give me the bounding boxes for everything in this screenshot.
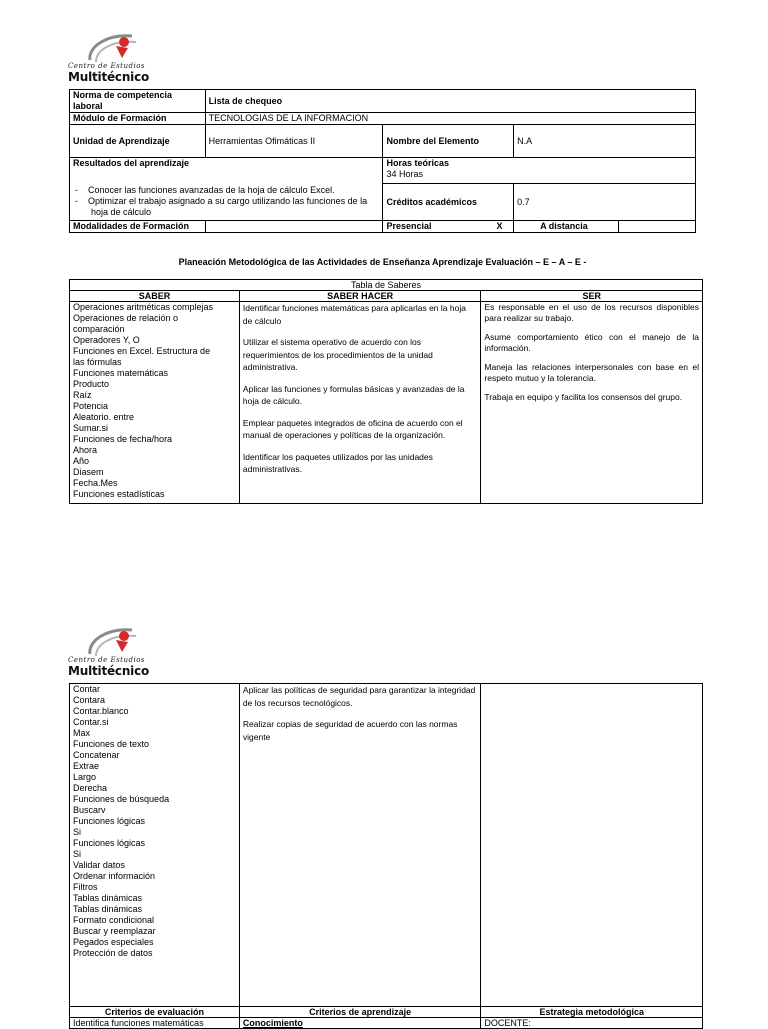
norma-value: Lista de chequeo xyxy=(205,90,695,113)
list-item: Aplicar las funciones y formulas básicas y avanzadas de la hoja de cálculo. xyxy=(242,383,465,406)
list-item: Operaciones de relación o xyxy=(73,313,179,323)
col-criterios-evaluacion: Criterios de evaluación xyxy=(70,1007,240,1018)
list-item: Funciones en Excel. Estructura de xyxy=(73,346,211,356)
list-item: Concatenar xyxy=(73,750,120,760)
list-item: Producto xyxy=(73,379,110,389)
list-item: Utilizar el sistema operativo de acuerdo con los requerimientos de los procedimientos de la unidad administrativa. xyxy=(242,337,433,372)
list-item: las fórmulas xyxy=(73,357,122,367)
col-saber-hacer: SABER HACER xyxy=(239,291,481,302)
list-item: Funciones de fecha/hora xyxy=(73,434,173,444)
logo-subtitle: Centro de Estudios xyxy=(68,656,146,664)
list-item: Funciones de búsqueda xyxy=(73,794,170,804)
section-title: Planeación Metodológica de las Actividades de Enseñanza Aprendizaje Evaluación – E – A – E - xyxy=(178,257,587,267)
list-item: Aplicar las políticas de seguridad para garantizar la integridad de los recursos tecnológicos. xyxy=(242,685,476,708)
logo-name: Multitécnico xyxy=(68,70,150,84)
elemento-label: Nombre del Elemento xyxy=(383,125,514,158)
list-item: Filtros xyxy=(73,882,98,892)
list-item: Buscarv xyxy=(73,805,106,815)
ser-list xyxy=(481,302,703,504)
list-item: Formato condicional xyxy=(73,915,155,925)
list-item: Raíz xyxy=(73,390,92,400)
resultado-item: - Optimizar el trabajo asignado a su cargo utilizando las funciones de la hoja de cálculo xyxy=(75,196,368,218)
horas-cell xyxy=(383,158,696,184)
saberes-table xyxy=(69,279,703,504)
distancia-empty xyxy=(618,221,695,233)
list-item: Año xyxy=(73,456,90,466)
list-item: comparación xyxy=(73,324,125,334)
list-item: Es responsable en el uso de los recursos disponibles para realizar su trabajo. xyxy=(484,302,699,323)
list-item: Diasem xyxy=(73,467,104,477)
list-item: Maneja las relaciones interpersonales con base en el respeto mutuo y la tolerancia. xyxy=(484,362,699,383)
list-item: Funciones estadísticas xyxy=(73,489,165,499)
modulo-value: TECNOLOGIAS DE LA INFORMACION xyxy=(205,113,695,125)
list-item: Tablas dinámicas xyxy=(73,904,143,914)
list-item: Tablas dinámicas xyxy=(73,893,143,903)
criterio-aprendizaje-cell: Conocimiento xyxy=(239,1018,481,1029)
list-item: Potencia xyxy=(73,401,109,411)
distancia-cell xyxy=(514,221,619,233)
resultados-list xyxy=(70,184,383,221)
list-item: Operadores Y, O xyxy=(73,335,140,345)
saber-hacer-list xyxy=(239,302,481,504)
list-item: Derecha xyxy=(73,783,108,793)
list-item: Ahora xyxy=(73,445,98,455)
list-item: Identificar funciones matemáticas para aplicarlas en la hoja de cálculo xyxy=(242,303,466,326)
list-item: Ordenar información xyxy=(73,871,156,881)
logo-swoosh-icon xyxy=(86,626,146,658)
creditos-label: Créditos académicos xyxy=(383,184,514,221)
presencial-mark: X xyxy=(496,221,503,231)
criterio-evaluacion-cell: Identifica funciones matemáticas xyxy=(70,1018,240,1029)
saberes-table-continued xyxy=(69,683,703,1029)
list-item: Aleatorio. entre xyxy=(73,412,135,422)
elemento-value: N.A xyxy=(514,125,696,158)
list-item: Identificar los paquetes utilizados por las unidades administrativas. xyxy=(242,451,433,474)
list-item: Si xyxy=(73,849,82,859)
col-estrategia-metodologica: Estrategia metodológica xyxy=(481,1007,703,1018)
list-item: Pegados especiales xyxy=(73,937,154,947)
school-logo xyxy=(68,32,168,86)
list-item: Largo xyxy=(73,772,97,782)
list-item: Asume comportamiento ético con el manejo de la información. xyxy=(484,332,699,353)
list-item: Funciones lógicas xyxy=(73,838,146,848)
presencial-label: Presencial xyxy=(386,221,432,231)
list-item: Validar datos xyxy=(73,860,125,870)
list-item: Contar xyxy=(73,684,101,694)
unidad-label: Unidad de Aprendizaje xyxy=(70,125,206,158)
horas-label: Horas teóricas xyxy=(386,158,450,168)
list-item: Emplear paquetes integrados de oficina de acuerdo con el manual de operaciones y políticas de la organización. xyxy=(242,417,463,440)
list-item: Realizar copias de seguridad de acuerdo con las normas vigente xyxy=(242,719,458,742)
list-item: Trabaja en equipo y facilita los consensos del grupo. xyxy=(484,392,683,402)
header-table xyxy=(69,89,696,233)
list-item: Funciones lógicas xyxy=(73,816,146,826)
col-ser: SER xyxy=(481,291,703,302)
logo-subtitle: Centro de Estudios xyxy=(68,62,146,70)
distancia-label: A distancia xyxy=(540,221,588,231)
list-item: Buscar y reemplazar xyxy=(73,926,156,936)
modulo-label: Módulo de Formación xyxy=(70,113,206,125)
resultado-item: - Conocer las funciones avanzadas de la hoja de cálculo Excel. xyxy=(75,185,335,196)
unidad-value: Herramientas Ofimáticas II xyxy=(205,125,383,158)
list-item: Contar.si xyxy=(73,717,109,727)
list-item: Fecha.Mes xyxy=(73,478,118,488)
saberes-title: Tabla de Saberes xyxy=(70,280,703,291)
horas-value: 34 Horas xyxy=(386,169,424,179)
col-criterios-aprendizaje: Criterios de aprendizaje xyxy=(239,1007,481,1018)
saber-hacer-list-continued xyxy=(239,684,481,1007)
list-item: Extrae xyxy=(73,761,100,771)
saber-list xyxy=(70,302,240,504)
norma-label: Norma de competencia laboral xyxy=(70,90,206,113)
creditos-value: 0.7 xyxy=(514,184,696,221)
list-item: Contar.blanco xyxy=(73,706,129,716)
modalidades-label: Modalidades de Formación xyxy=(70,221,206,233)
ser-list-continued xyxy=(481,684,703,1007)
list-item: Funciones de texto xyxy=(73,739,150,749)
list-item: Sumar.si xyxy=(73,423,109,433)
estrategia-cell: DOCENTE: xyxy=(481,1018,703,1029)
col-saber: SABER xyxy=(70,291,240,302)
list-item: Contara xyxy=(73,695,106,705)
list-item: Si xyxy=(73,827,82,837)
list-item: Operaciones aritméticas complejas xyxy=(73,302,214,312)
list-item: Protección de datos xyxy=(73,948,153,958)
resultados-label: Resultados del aprendizaje xyxy=(70,158,383,184)
presencial-cell xyxy=(383,221,514,233)
list-item: Max xyxy=(73,728,91,738)
list-item: Funciones matemáticas xyxy=(73,368,169,378)
modalidades-empty xyxy=(205,221,383,233)
logo-swoosh-icon xyxy=(86,32,146,64)
logo-name: Multitécnico xyxy=(68,664,150,678)
school-logo-page2 xyxy=(68,626,168,680)
saber-list-continued xyxy=(70,684,240,1007)
